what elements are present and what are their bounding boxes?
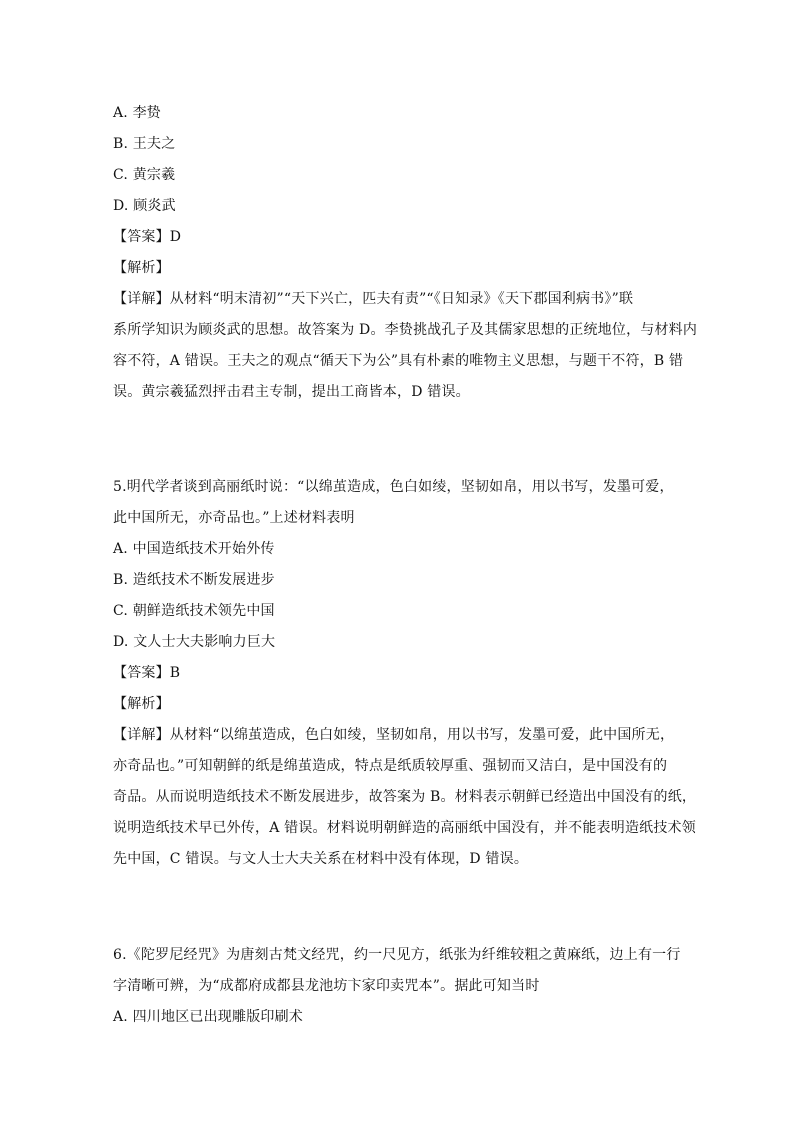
q4-option-b: B. 王夫之 xyxy=(113,136,176,152)
q5-analysis-label: 【解析】 xyxy=(113,696,170,712)
q4-detail-line: 系所学知识为顾炎武的思想。故答案为 D。李贽挑战孔子及其儒家思想的正统地位，与材料内 xyxy=(113,322,698,338)
q6-stem-line: 6.《陀罗尼经咒》为唐刻古梵文经咒，约一尺见方，纸张为纤维较粗之黄麻纸，边上有一行 xyxy=(113,947,681,963)
q4-option-d: D. 顾炎武 xyxy=(113,198,176,214)
q4-option-c: C. 黄宗羲 xyxy=(113,167,176,183)
q4-answer: 【答案】D xyxy=(113,229,182,245)
q4-analysis-label: 【解析】 xyxy=(113,260,170,276)
q5-detail-line: 亦奇品也。”可知朝鲜的纸是绵茧造成，特点是纸质较厚重、强韧而又洁白，是中国没有的 xyxy=(113,758,668,774)
q4-detail-line: 【详解】从材料“明末清初”“天下兴亡，匹夫有责”“《日知录》《天下郡国利病书》”联 xyxy=(113,291,634,307)
q6-stem-line: 字清晰可辨，为“成都府成都县龙池坊卞家印卖咒本”。据此可知当时 xyxy=(113,978,540,994)
q5-stem-line: 5.明代学者谈到高丽纸时说：“以绵茧造成，色白如绫，坚韧如帛，用以书写，发墨可爱， xyxy=(113,479,674,495)
q5-option-d: D. 文人士大夫影响力巨大 xyxy=(113,634,276,650)
q5-stem-line: 此中国所无，亦奇品也。”上述材料表明 xyxy=(113,510,355,526)
q4-detail-line: 容不符，A 错误。王夫之的观点“循天下为公”具有朴素的唯物主义思想，与题干不符，B 错 xyxy=(113,353,684,369)
q5-detail-line: 先中国，C 错误。与文人士大夫关系在材料中没有体现，D 错误。 xyxy=(113,851,529,867)
q5-option-a: A. 中国造纸技术开始外传 xyxy=(113,541,275,557)
q5-option-c: C. 朝鲜造纸技术领先中国 xyxy=(113,603,275,619)
q5-detail-line: 说明造纸技术早已外传，A 错误。材料说明朝鲜造的高丽纸中国没有，并不能表明造纸技术领 xyxy=(113,820,696,836)
q4-detail-line: 误。黄宗羲猛烈抨击君主专制，提出工商皆本，D 错误。 xyxy=(113,384,470,400)
q4-option-a: A. 李贽 xyxy=(113,105,162,121)
q5-option-b: B. 造纸技术不断发展进步 xyxy=(113,572,275,588)
q6-option-a: A. 四川地区已出现雕版印刷术 xyxy=(113,1009,304,1025)
q5-detail-line: 【详解】从材料“以绵茧造成，色白如绫，坚韧如帛，用以书写，发墨可爱，此中国所无， xyxy=(113,727,675,743)
q5-detail-line: 奇品。从而说明造纸技术不断发展进步，故答案为 B。材料表示朝鲜已经造出中国没有的纸， xyxy=(113,789,697,805)
q5-answer: 【答案】B xyxy=(113,665,181,681)
